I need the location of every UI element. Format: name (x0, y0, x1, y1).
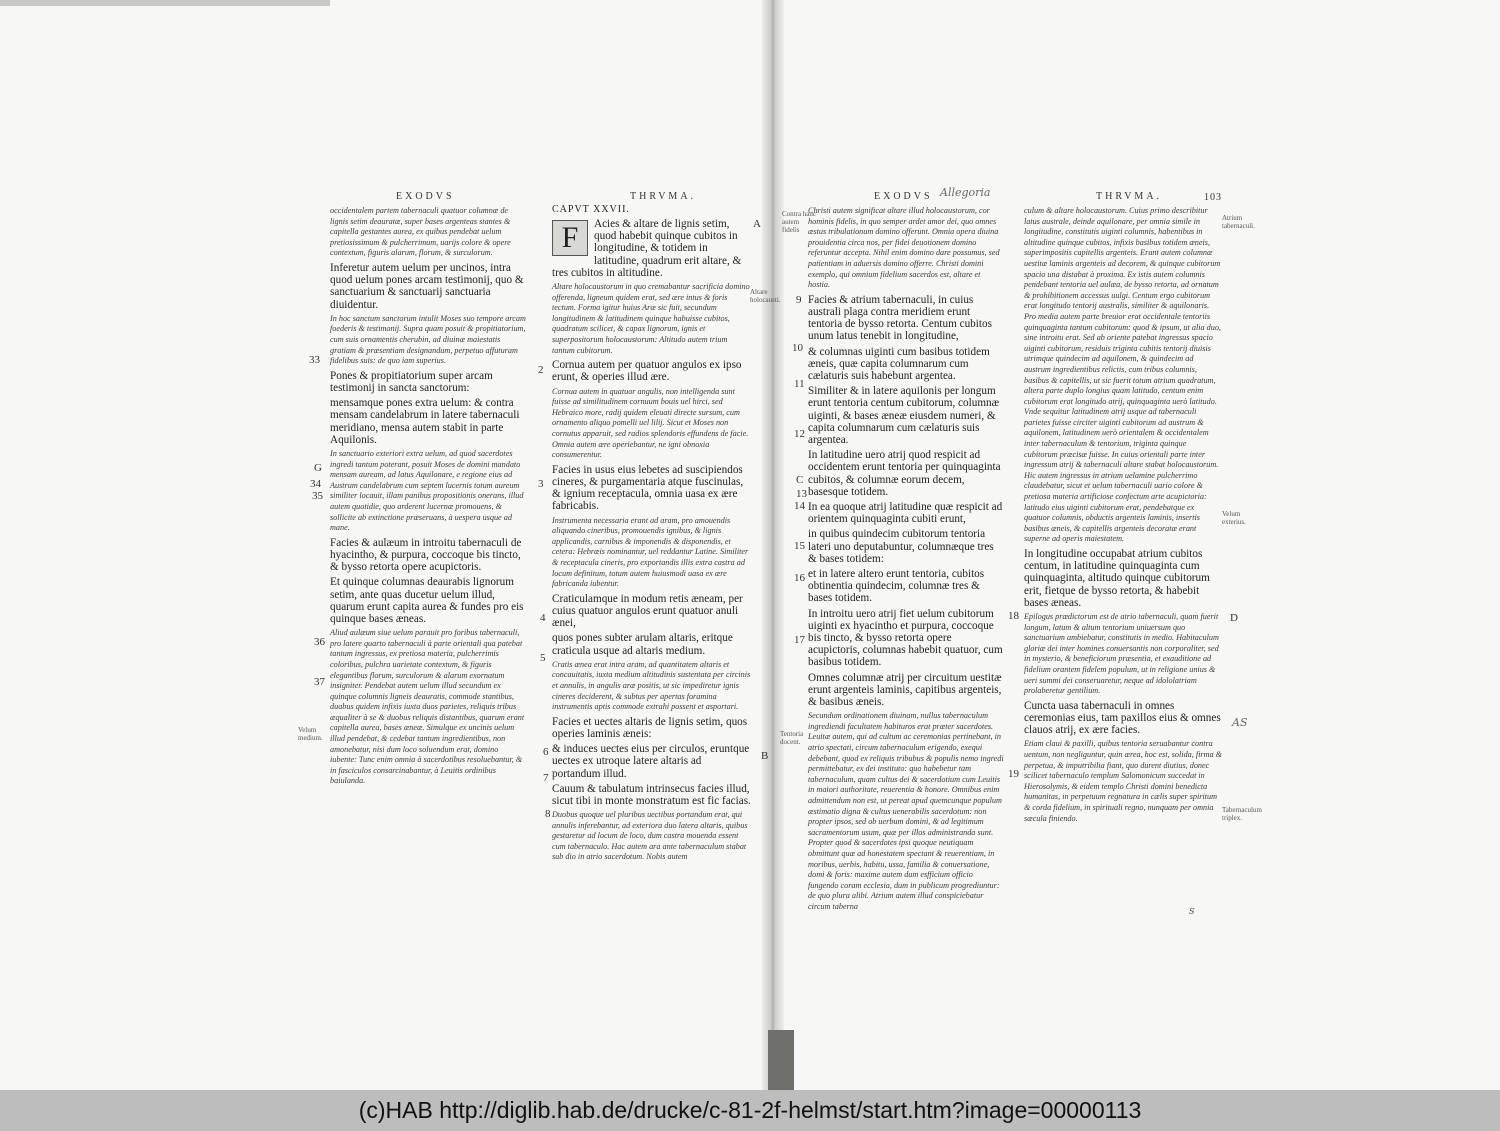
scripture-verse: Cauum & tabulatum intrinsecus facies illud, sicut tibi in monte monstratum est fic facias. (552, 782, 751, 807)
scripture-verse: Pones & propitiatorium super arcam testimonij in sancta sanctorum: (330, 369, 493, 394)
section-letter: B (761, 750, 769, 762)
scripture-verse: et in latere altero erunt tentoria, cubitos obtinentia quindecim, columnæ tres & bases totidem. (808, 568, 985, 605)
margin-note: Altare holocausti. (750, 288, 781, 304)
margin-note: Tabernaculum triplex. (1222, 806, 1262, 822)
commentary-text: occidentalem partem tabernaculi quatuor columnæ de lignis setim deauratæ, super bases argenteas stantes & capitella gestantes aurea, ex quibus pendebat uelum pretiosissimum & pulcherrimum, uarijs colore & opere contextum, figuris alarum, florum, & surculorum. (330, 206, 511, 258)
verse-number: 9 (796, 294, 802, 306)
commentary-text: Epilogus prædictorum est de atrio tabernaculi, quam fuerit longum, latum & altum tentorium uniuersum quo sanctuarium ambiebatur, constitutis in medio. Habitaculum gloriæ dei inter homines conuersantis non corporaliter, sed in mysterio, & beneficiorum præsentia, et exauditione ad fidelium orantem fidelem populum, ut in religione unius & ueri summi dei conseruaretur, neque ad idololatriam prolaberetur gentilium. (1024, 612, 1219, 696)
left-running-head-book: EXODVS (396, 191, 455, 202)
commentary-text: In sanctuario exteriori extra uelum, ad quod sacerdotes ingredi tantum poterant, posuit Moses de domini mandato mensam auream, ad latus Aquilonare, e regione eius ad Austrum candelabrum cum septem lucernis totum aureum similiter locauit, illam panibus propositionis onerans, illud autem quotidie, quo arderent lucernæ promouens, & sollicite ab extinctione præseruans, à uespera usque ad mane. (330, 448, 524, 533)
right-running-head-book: EXODVS (874, 191, 933, 202)
right-column-1 (808, 206, 1004, 911)
left-running-head-title: THRVMA. (630, 191, 697, 202)
commentary-text: Aliud aulæum siue uelum parauit pro foribus tabernaculi, pro latere quarto tabernaculi à parte orientali qua patebat tantum ingressus, ex pretiosa materia, pulcherrimis coloribus, pulchra uarietate contextum, & figuris elegantibus florum, surculorum & alarum exornatum insigniter. Pendebat autem uelum illud secundum ex quinque columnis ligneis deauratis, commode stantibus, duabus quidem infixis iuxta duos parietes, reliquis tribus æqualiter à se & duobus reliquis distantibus, quarum erant capitella aurea, bases æneæ. Simulque ex uncinis uelum illud pendebat, & cedebat tantum ingredientibus, non amonebatur, nisi dum loco soluendum erat, domino iubente: Tunc enim omnia à sacerdotibus resoluebantur, & in fasciculos consarcinabantur, à Leuitis ordinibus baiulanda. (330, 628, 525, 786)
verse-number: 11 (794, 378, 805, 390)
commentary-text: Etiam claui & paxilli, quibus tentoria seruabantur contra uentum, non negliguntur, quin ærea, hoc est, solida, firma & perpetua, & imputribilia fiant, quo durent diutius, donec scilicet tabernaculo templum Salomonicum succedat in Hierosolymis, & eidem templo Christi domini benedicta humanitas, in perpetuum regnatura in cælis super spiritum & corda fidelium, in spirituali regno, nunquam per omnia sæcula finiendo. (1024, 739, 1223, 823)
commentary-text: culum & altare holocaustorum. Cuius primo describitur latus australe, deinde aquilonare, per omnia simile in longitudine, constitutis uiginti columnis, habentibus in altitudine quinque cubitos, infixis basibus totidem æneis, superimpositis capitellis argenteis. Erant autem columnæ uestitæ laminis argenteis ad decorem, & quinque cubitorum spacio una distabat à proxima. Ex istis autem columnis pendebant tentoria uel aulæa, de bysso retorta, ad ornatum & prohibitionem accessus uulgi. Centum ergo cubitorum erat longitudo tentorij australis, similiter & aquilonaris. Pro media autem parte breuior erat occidentale tentoriis quinquaginta tantum cubitorum: quod & ipsum, ut alia duo, sine introitu erat. Sed ab oriente patebat ingressus spacio uiginti cubitorum, residuis triginta cubitis tentorij diuisis utrimque quindecim ad aquilonem, & quindecim ad austrum ingredientibus relictis, cum tribus columnis, basibus & capitellis, ut sic fuerit totum atrium quadratum, altera parte duplo longius quam latitudo, centum enim cubitorum erat longitudo atrij, quinquaginta uerò latitudo. Vnde sequitur latitudinem atrij usque ad tabernaculi parietes fuisse circiter uiginti cubitorum ad austrum & aquilonem, latitudinem uerò orientalem & occidentalem inter tabernaculum & tentorium, triginta quinque cubitorum præcisæ fuisse. In cuius orientali parte inter ingressum atrij & tabernaculi altare stabat holocaustorum. Hic autem ingressus in atrium uelamine pulcherrimo claudebatur, sicut et uelum tabernaculi uario colore & pretiosa materia artificiose confectum arte acupictoria: latitudo eius uiginti cubitorum erat, pendebatque ex quatuor columnis, obductis argenteis laminis, insertis basibus æneis, & capitellis argenteis decoratæ erant superne ad operis maiestatem. (1024, 206, 1221, 544)
margin-note: Atrium tabernaculi. (1222, 214, 1255, 230)
verse-number: 4 (540, 612, 546, 624)
spine-shadow (768, 1030, 794, 1090)
scripture-verse: & induces uectes eius per circulos, eruntque uectes ex utroque latere altaris ad portandum illud. (552, 743, 750, 780)
section-letter: C (796, 474, 804, 486)
commentary-text: Secundum ordinationem diuinam, nullus tabernaculum ingrediendi facultatem habituros erat præter sacerdotes. Leuitæ autem, qui ad cultum ac ceremonias pertinebant, in atrio spectati, circum tabernaculum erigendo, exequi debebant, quod ex reliquis tribubus & populis nemo ingredi permittebatur, ex dei instituto: quo habebetur tam tabernaculum, quam cultus dei & sacerdotium cum Leuitis in maiori authoritate, reuerentia & honore. Omnibus enim admittendum non est, ut pereat apud quemcunque populum æstimatio digna & cultus uenerabilis sacerdotum: non propter ipsos, sed ob uerbum domini, & ad legitimum sacramentorum usum, quæ per illos administranda sunt. Propter quod & sacerdotes ipsi quoque neutiquam obmittunt quæ ad honestatem spectant & reuerentiam, in moribus, uerbis, habitu, ussa, familia & conuersatione, domi & foris: maxime autem dum esfficium officio fungendo coram ecclesia, dum in publicum progrediuntur: de quo plura alibi. Atrium autem illud conspiciebatur circum taberna (808, 711, 1004, 911)
commentary-text: In hoc sanctum sanctorum intulit Moses suo tempore arcam foederis & testimonij. Supra quam posuit & propitiatorium, cum suis ornamentis cherubin, ad diuinæ maiestatis gratiam & præsentiam designandum, perpetuo affuturam fidelibus suis: de quo iam superius. (330, 313, 526, 366)
scripture-verse: & columnas uiginti cum basibus totidem æneis, quæ capita columnarum cum cælaturis suis habebunt argentea. (808, 345, 990, 382)
page-number: 103 (1204, 192, 1222, 203)
handwritten-mark: AS (1232, 716, 1248, 729)
section-letter: D (1230, 612, 1238, 624)
commentary-text: Altare holocaustorum in quo cremabantur sacrificia domino offerenda, ligneum quidem erat, sed ære intus & foris tectum. Forma igitur huius Aræ sic fuit, secundum longitudinem & latitudinem quinque habuisse cubitos, quadratum scilicet, & capax lignorum, ignis et superpositorum holocaustorum: Altitudo autem trium tantum cubitorum. (552, 282, 750, 355)
section-letter: G (314, 462, 322, 474)
verse-number: 18 (1008, 610, 1019, 622)
scripture-verse: Facies et uectes altaris de lignis setim, quos operies laminis æneis: (552, 715, 748, 740)
verse-number: 19 (1008, 768, 1019, 780)
scripture-verse: Acies & altare de lignis setim, quod habebit quinque cubitos in longitudine, & totidem in latitudine, quadrum erit altare, & tres cubitos in altitudine. (552, 218, 742, 279)
verse-number: 36 (314, 636, 325, 648)
scripture-verse: quos pones subter arulam altaris, eritque craticula usque ad altaris medium. (552, 632, 733, 657)
scripture-verse: In ea quoque atrij latitudine quæ respicit ad orientem quinquaginta cubiti erunt, (808, 501, 1003, 526)
verse-number: 16 (794, 572, 805, 584)
commentary-text: Cornua autem in quatuor angulis, non intelligenda sunt fuisse ad similitudinem cornuum bouis uel hirci, sed Hebraico more, radij quidem eleuati directe sursum, cum ornamento aliquo pomelli uel lilij. Sicut et Moses non cornutus apparuit, sed radios splendoris effundens de facie. Omnia autem ære operiebantur, ne igni obnoxia consumerentur. (552, 386, 749, 460)
scripture-verse: In longitudine occupabat atrium cubitos centum, in latitudine quinquaginta cum quinquaginta, altitudo quinque cubitorum erit, fietque de bysso retorta, & habebit bases æneas. (1024, 548, 1210, 609)
commentary-text: Christi autem significat altare illud holocaustorum, cor hominis fidelis, in quo semper ardet amor dei, quo omnes æstus tribulationum domino offerunt. Omnia opera diuina prouidentia circa nos, per fidei deuotionem domino referuntur accepta. Nihil enim domino dare possumus, sed patientiam in aduersis domino offerre. Christi domini exemplo, qui omnium fidelium sacerdos est, altare et hostia. (808, 206, 1000, 290)
verse-number: 10 (792, 342, 803, 354)
verse-number: 37 (314, 676, 325, 688)
verse-number: 12 (794, 428, 805, 440)
handwritten-annotation: Allegoria (940, 186, 991, 199)
verse-number: 33 (309, 354, 320, 366)
book-gutter (762, 0, 784, 1090)
verse-number: 2 (538, 364, 544, 376)
scripture-verse: Facies in usus eius lebetes ad suscipiendos cineres, & purgamentaria atque fuscinulas, & ignium receptacula, omnia uasa ex ære fabricabis. (552, 463, 744, 513)
verse-number: 14 (794, 500, 805, 512)
chapter-heading: CAPVT XXVII. (552, 204, 630, 215)
commentary-text: Duobus quoque uel pluribus uectibus portandum erat, qui annulis inferebantur, ad exteriora duo latera altaris, quibus gestaretur ad locum de loco, dum castra mouenda essent cum tabernaculo. Hac autem ara ante tabernaculum stabat sub dio in atrio sacerdotum. Nobis autem (552, 810, 748, 862)
copyright-footer-bar (0, 1090, 1500, 1131)
scripture-verse: Et quinque columnas deaurabis lignorum setim, ante quas ducetur uelum illud, quarum erunt capita aurea & fundes pro eis quinque bases æneas. (330, 576, 524, 625)
section-letter: A (753, 218, 761, 230)
verse-number: 15 (794, 540, 805, 552)
verse-number: 35 (312, 490, 323, 502)
margin-note: Tentoria docent. (780, 730, 804, 746)
verse-number: 17 (794, 634, 805, 646)
catchword: s (1189, 904, 1195, 917)
margin-note: Contra hanc autem fidelis (782, 210, 817, 234)
scan-edge-strip (0, 0, 330, 6)
scripture-verse: Omnes columnæ atrij per circuitum uestitæ erunt argenteis laminis, capitibus argenteis, & basibus æneis. (808, 671, 1002, 709)
commentary-text: Cratis ænea erat intra aram, ad quantitatem altaris et concauitatis, iuxta medium altitudinis sustentata per circinis et annulis, in angulis aræ positis, ut sic impediretur ignis cineres deciderent, & subtus per apertas foramina instrumentis aptis commode extrahi possent et asportari. (552, 659, 751, 712)
scripture-verse: In latitudine uero atrij quod respicit ad occidentem erunt tentoria per quinquaginta cubitos, & columnæ eorum decem, basesque totidem. (808, 449, 1001, 498)
scripture-verse: Cornua autem per quatuor angulos ex ipso erunt, & operies illud ære. (552, 359, 742, 384)
right-column-2 (1024, 206, 1222, 906)
verse-number: 3 (538, 478, 544, 490)
scripture-verse: in quibus quindecim cubitorum tentoria lateri uno deputabuntur, columnæque tres & bases totidem: (808, 528, 994, 565)
margin-note: Velum exterius. (1222, 510, 1246, 526)
verse-number: 13 (796, 488, 807, 500)
decorated-initial: F (552, 220, 588, 256)
verse-number: 6 (543, 746, 549, 758)
scripture-verse: In introitu uero atrij fiet uelum cubitorum uiginti ex hyacintho et purpura, coccoque bis tincto, & bysso retorta opere acupictoris, columnas habebit quatuor, cum basibus totidem. (808, 607, 1003, 669)
scripture-verse: Similiter & in latere aquilonis per longum erunt tentoria centum cubitorum, columnæ uiginti, & bases æneæ eiusdem numeri, & capita columnarum cum cælaturis suis argentea. (808, 385, 1000, 446)
verse-number: 8 (545, 808, 551, 820)
left-column-2 (552, 204, 752, 920)
verse-number: 7 (543, 772, 549, 784)
verse-number: 34 (310, 478, 321, 490)
commentary-text: Instrumenta necessaria erant ad aram, pro amouendis aliquando cineribus, promouendis ignibus, & lignis applicandis, carnibus & imponendis & disponendis, et cetera: Hebræis nominantur, uel reddantur Latine. Similiter & receptacula cineris, pro exportandis illis extra castra ad locum definitum, totum autem huiusmodi uasa ex ære fabricanda iubentur. (552, 515, 749, 589)
scripture-verse: Craticulamque in modum retis æneam, per cuius quatuor angulos erunt quatuor anuli ænei, (552, 592, 743, 630)
verse-number: 5 (540, 652, 546, 664)
left-column-1 (330, 206, 526, 906)
copyright-url-text: (c)HAB http://diglib.hab.de/drucke/c-81-2f-helmst/start.htm?image=00000113 (358, 1097, 1142, 1123)
margin-note: Velum medium. (298, 726, 323, 742)
scripture-verse: mensamque pones extra uelum: & contra mensam candelabrum in latere tabernaculi meridiano, mensa autem stabit in parte Aquilonis. (330, 397, 520, 446)
scripture-verse: Cuncta uasa tabernaculi in omnes ceremonias eius, tam paxillos eius & omnes clauos atrij, ex ære facies. (1024, 699, 1221, 737)
scripture-verse: Facies & atrium tabernaculi, in cuius australi plaga contra meridiem erunt tentoria de bysso retorta. Centum cubitos unum latus tenebit in longitudine, (808, 293, 992, 343)
scripture-verse: Facies & aulæum in introitu tabernaculi de hyacintho, & purpura, coccoque bis tincto, & bysso retorta opere acupictoris. (330, 536, 522, 574)
right-running-head-title: THRVMA. (1096, 191, 1163, 202)
scripture-verse: Inferetur autem uelum per uncinos, intra quod uelum pones arcam testimonij, quo & sanctuarium & sanctuarij sanctuaria diuidentur. (330, 261, 524, 311)
